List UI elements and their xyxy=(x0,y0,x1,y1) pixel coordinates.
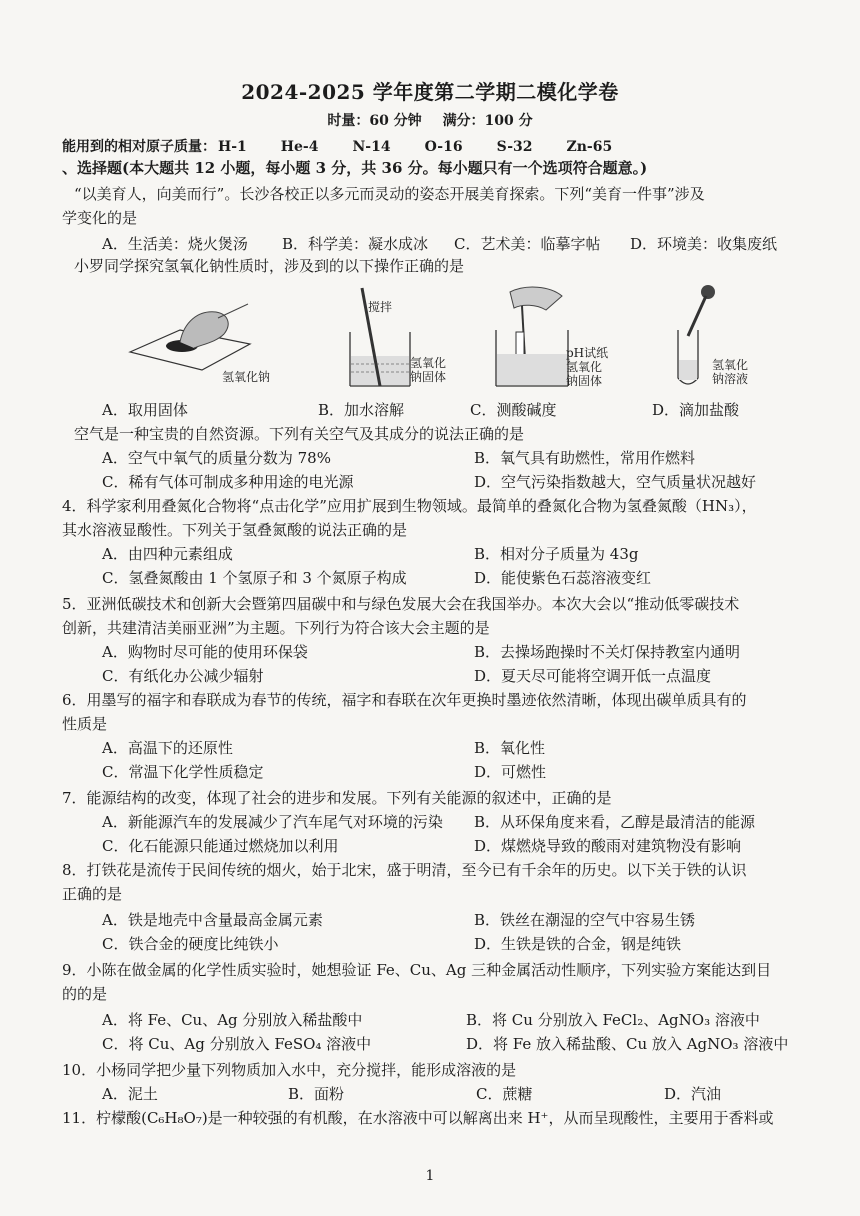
atomic-mass: Zn-65 xyxy=(566,139,613,155)
q8-stem: 8．打铁花是流传于民间传统的烟火，始于北宋，盛于明清，至今已有千余年的历史。以下关于铁的认识 xyxy=(62,861,747,879)
q6-stem-cont: 性质是 xyxy=(62,715,108,733)
q7-option-a: A．新能源汽车的发展减少了汽车尾气对环境的污染 xyxy=(102,813,443,831)
atomic-mass: N-14 xyxy=(352,139,391,155)
q10-stem: 10．小杨同学把少量下列物质加入水中，充分搅拌，能形成溶液的是 xyxy=(62,1061,517,1079)
q9-option-d: D．将 Fe 放入稀盐酸、Cu 放入 AgNO₃ 溶液中 xyxy=(466,1035,789,1053)
fig-d-add-acid xyxy=(660,282,720,392)
q3-stem: 空气是一种宝贵的自然资源。下列有关空气及其成分的说法正确的是 xyxy=(74,425,525,443)
fig-c-ph-paper-label: pH试纸 xyxy=(566,346,609,360)
q6-option-d: D．可燃性 xyxy=(474,763,547,781)
q6-stem: 6．用墨写的福字和春联成为春节的传统，福字和春联在次年更换时墨迹依然清晰，体现出碳单质具有的 xyxy=(62,691,747,709)
q8-option-c: C．铁合金的硬度比纯铁小 xyxy=(102,935,279,953)
q10-option-c: C．蔗糖 xyxy=(476,1085,533,1103)
atomic-mass: S-32 xyxy=(496,139,533,155)
q9-option-c: C．将 Cu、Ag 分别放入 FeSO₄ 溶液中 xyxy=(102,1035,372,1053)
fig-d-label-line: 钠溶液 xyxy=(712,372,749,386)
exam-meta xyxy=(0,110,860,130)
q5-stem: 5．亚洲低碳技术和创新大会暨第四届碳中和与绿色发展大会在我国举办。本次大会以“推动低零碳技术 xyxy=(62,595,740,613)
fig-c-label-line: 钠固体 xyxy=(566,374,603,388)
q8-option-a: A．铁是地壳中含量最高金属元素 xyxy=(102,911,323,929)
q2-option-a: A．取用固体 xyxy=(102,401,188,419)
atomic-mass: H-1 xyxy=(218,139,247,155)
fig-b-label-line: 钠固体 xyxy=(410,370,447,384)
q7-option-b: B．从环保角度来看，乙醇是最清洁的能源 xyxy=(474,813,756,831)
q1-option-c: C．艺术美：临摹字帖 xyxy=(454,235,601,253)
q4-option-c: C．氢叠氮酸由 1 个氢原子和 3 个氮原子构成 xyxy=(102,569,407,587)
q5-option-d: D．夏天尽可能将空调开低一点温度 xyxy=(474,667,712,685)
fig-a-label: 氢氧化钠 xyxy=(222,370,271,384)
fig-b-label xyxy=(410,356,446,384)
q7-stem: 7．能源结构的改变，体现了社会的进步和发展。下列有关能源的叙述中，正确的是 xyxy=(62,789,612,807)
q9-option-b: B．将 Cu 分别放入 FeCl₂、AgNO₃ 溶液中 xyxy=(466,1011,760,1029)
section-heading: 、选择题(本大题共 12 小题，每小题 3 分，共 36 分。每小题只有一个选项符合题意。) xyxy=(62,159,648,177)
q1-stem-cont: 学变化的是 xyxy=(62,209,138,227)
fig-d-label xyxy=(712,358,748,386)
q2-option-d: D．滴加盐酸 xyxy=(652,401,740,419)
q5-stem-cont: 创新，共建清洁美丽亚洲”为主题。下列行为符合该大会主题的是 xyxy=(62,619,490,637)
q3-option-a: A．空气中氧气的质量分数为 78% xyxy=(102,449,331,467)
q5-option-a: A．购物时尽可能的使用环保袋 xyxy=(102,643,308,661)
q2-option-b: B．加水溶解 xyxy=(318,401,405,419)
exam-title: 2024-2025 学年度第二学期二模化学卷 xyxy=(241,80,619,104)
q10-option-d: D．汽油 xyxy=(664,1085,722,1103)
q2-option-c: C．测酸碱度 xyxy=(470,401,557,419)
q1-option-b: B．科学美：凝水成冰 xyxy=(282,235,429,253)
q8-option-d: D．生铁是铁的合金，钢是纯铁 xyxy=(474,935,682,953)
q10-option-a: A．泥土 xyxy=(102,1085,158,1103)
exam-score: 满分：100 分 xyxy=(442,113,533,129)
q6-option-b: B．氧化性 xyxy=(474,739,546,757)
q4-option-a: A．由四种元素组成 xyxy=(102,545,233,563)
q11-stem: 11．柠檬酸(C₆H₈O₇)是一种较强的有机酸，在水溶液中可以解离出来 H⁺，从而呈现酸性，主要用于香料或 xyxy=(62,1109,774,1127)
q6-option-a: A．高温下的还原性 xyxy=(102,739,233,757)
q8-option-b: B．铁丝在潮湿的空气中容易生锈 xyxy=(474,911,696,929)
q6-option-c: C．常温下化学性质稳定 xyxy=(102,763,264,781)
q9-stem-cont: 的的是 xyxy=(62,985,108,1003)
q4-option-d: D．能使紫色石蕊溶液变红 xyxy=(474,569,652,587)
fig-d-label-line: 氢氧化 xyxy=(712,358,749,372)
q9-stem: 9．小陈在做金属的化学性质实验时，她想验证 Fe、Cu、Ag 三种金属活动性顺序，下列实验方案能达到目 xyxy=(62,961,772,979)
exam-time: 时量：60 分钟 xyxy=(327,113,422,129)
fig-c-label-line: 氢氧化 xyxy=(566,360,603,374)
q7-option-c: C．化石能源只能通过燃烧加以利用 xyxy=(102,837,339,855)
atomic-mass: He-4 xyxy=(280,139,319,155)
q5-option-b: B．去操场跑操时不关灯保持教室内通明 xyxy=(474,643,741,661)
atomic-masses-label: 能用到的相对原子质量： xyxy=(62,139,216,155)
q4-stem-cont: 其水溶液显酸性。下列关于氢叠氮酸的说法正确的是 xyxy=(62,521,408,539)
fig-c-label xyxy=(566,346,608,388)
q9-option-a: A．将 Fe、Cu、Ag 分别放入稀盐酸中 xyxy=(102,1011,363,1029)
q5-option-c: C．有纸化办公减少辐射 xyxy=(102,667,264,685)
page-number: 1 xyxy=(425,1168,435,1184)
atomic-masses xyxy=(62,136,646,156)
fig-b-stir-label: 搅拌 xyxy=(368,300,393,314)
q3-option-b: B．氧气具有助燃性，常用作燃料 xyxy=(474,449,696,467)
q4-option-b: B．相对分子质量为 43g xyxy=(474,545,639,563)
q1-option-a: A．生活美：烧火煲汤 xyxy=(102,235,248,253)
q3-option-d: D．空气污染指数越大，空气质量状况越好 xyxy=(474,473,757,491)
q2-stem: 小罗同学探究氢氧化钠性质时，涉及到的以下操作正确的是 xyxy=(74,257,465,275)
q8-stem-cont: 正确的是 xyxy=(62,885,123,903)
q4-stem: 4．科学家利用叠氮化合物将“点击化学”应用扩展到生物领域。最简单的叠氮化合物为氢叠氮酸（HN₃）， xyxy=(62,497,757,515)
q1-option-d: D．环境美：收集废纸 xyxy=(630,235,778,253)
atomic-mass: O-16 xyxy=(424,139,463,155)
q7-option-d: D．煤燃烧导致的酸雨对建筑物没有影响 xyxy=(474,837,742,855)
q1-stem: “以美育人，向美而行”。长沙各校正以多元而灵动的姿态开展美育探索。下列“美育一件事”涉及 xyxy=(74,185,705,203)
fig-b-label-line: 氢氧化 xyxy=(410,356,447,370)
q3-option-c: C．稀有气体可制成多种用途的电光源 xyxy=(102,473,354,491)
q10-option-b: B．面粉 xyxy=(288,1085,345,1103)
